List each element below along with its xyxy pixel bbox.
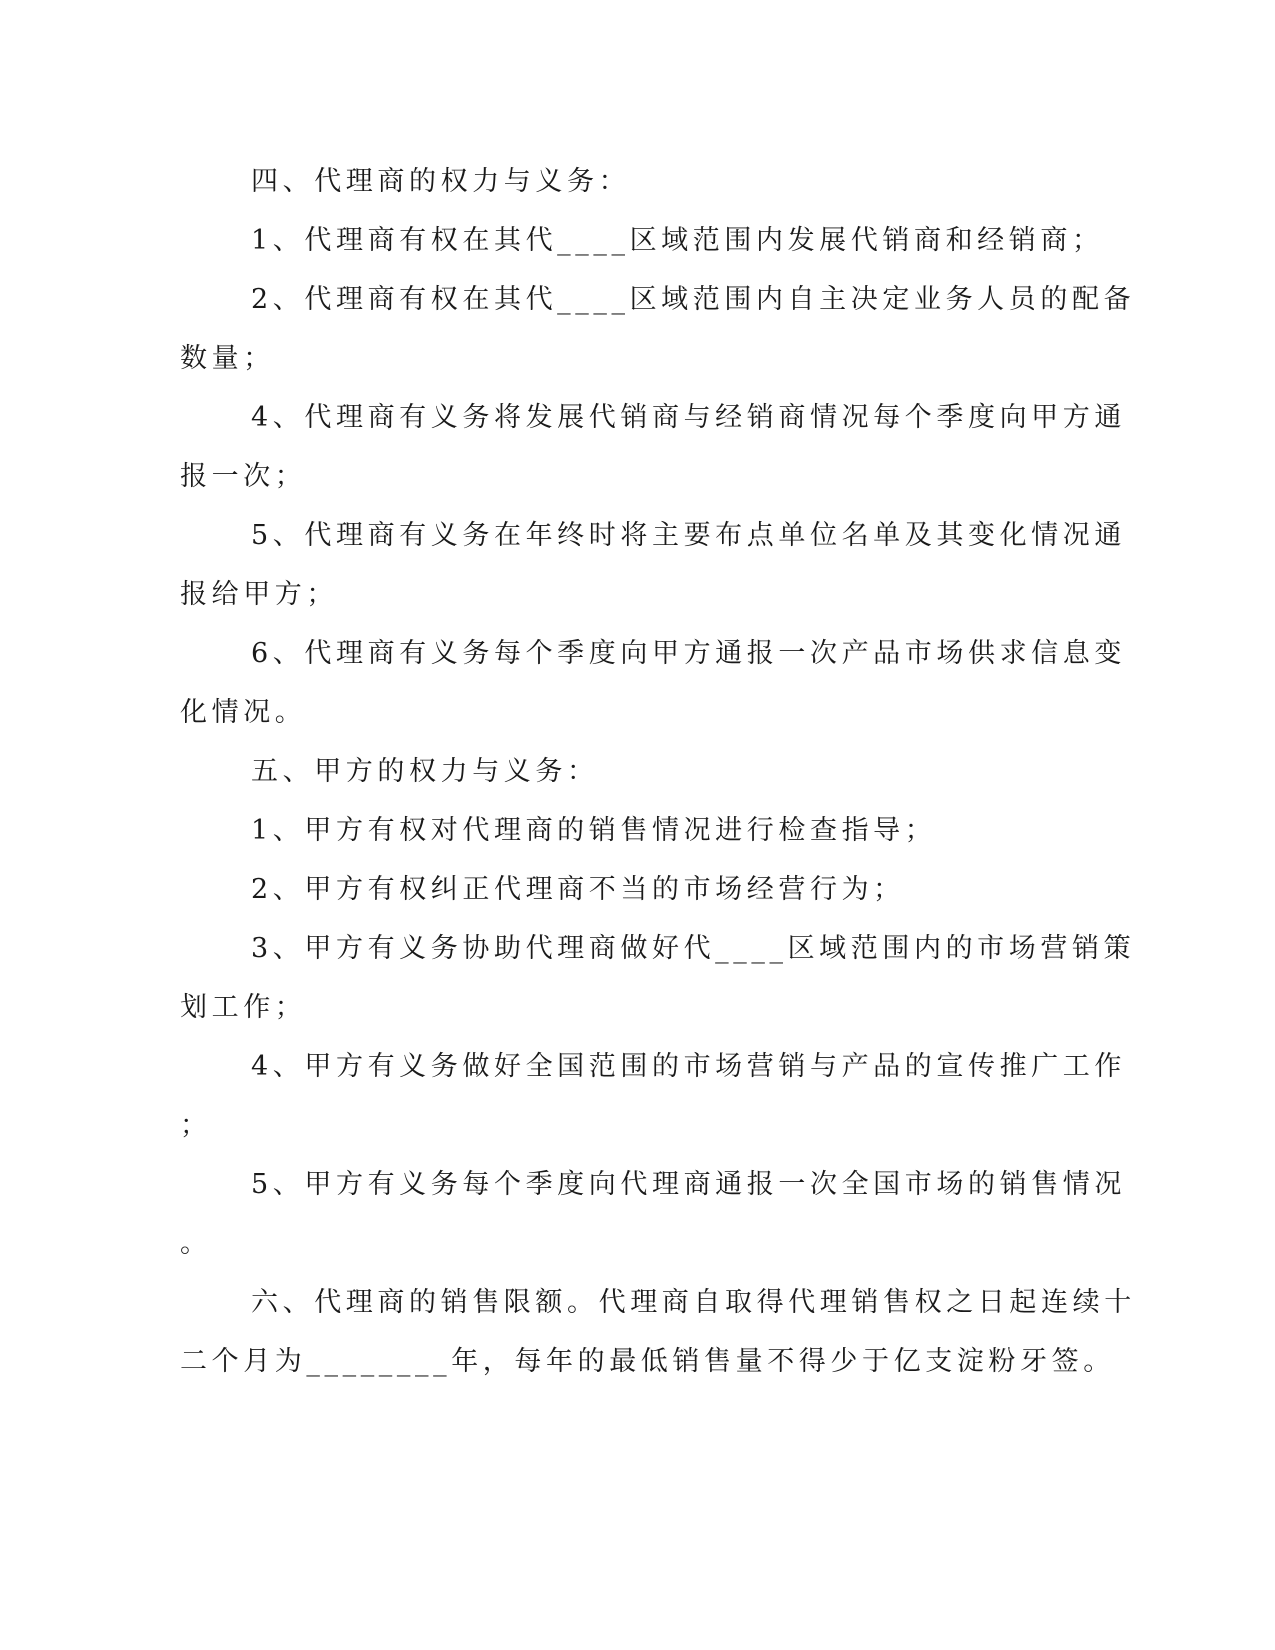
paragraph-line: 化情况。 xyxy=(180,697,307,728)
section-heading-5: 五、甲方的权力与义务： xyxy=(251,756,599,787)
paragraph-line: 1、甲方有权对代理商的销售情况进行检查指导； xyxy=(251,815,937,846)
paragraph-line: 2、代理商有权在其代____区域范围内自主决定业务人员的配备 xyxy=(251,284,1136,315)
paragraph-line: 4、甲方有义务做好全国范围的市场营销与产品的宣传推广工作 xyxy=(251,1051,1126,1082)
paragraph-line: ； xyxy=(180,1110,212,1141)
paragraph-line: 。 xyxy=(180,1228,212,1259)
paragraph-line: 3、甲方有义务协助代理商做好代____区域范围内的市场营销策 xyxy=(251,933,1136,964)
paragraph-line: 4、代理商有义务将发展代销商与经销商情况每个季度向甲方通 xyxy=(251,402,1126,433)
paragraph-line: 5、代理商有义务在年终时将主要布点单位名单及其变化情况通 xyxy=(251,520,1126,551)
paragraph-line: 报给甲方； xyxy=(180,579,338,610)
paragraph-line: 报一次； xyxy=(180,461,307,492)
paragraph-line: 1、代理商有权在其代____区域范围内发展代销商和经销商； xyxy=(251,225,1104,256)
paragraph-line: 6、代理商有义务每个季度向甲方通报一次产品市场供求信息变 xyxy=(251,638,1126,669)
paragraph-line: 划工作； xyxy=(180,992,307,1023)
section-heading-6: 六、代理商的销售限额。代理商自取得代理销售权之日起连续十 xyxy=(251,1287,1136,1318)
paragraph-line: 5、甲方有义务每个季度向代理商通报一次全国市场的销售情况 xyxy=(251,1169,1126,1200)
paragraph-line: 数量； xyxy=(180,343,275,374)
section-heading-4: 四、代理商的权力与义务： xyxy=(251,166,631,197)
paragraph-line: 2、甲方有权纠正代理商不当的市场经营行为； xyxy=(251,874,905,905)
paragraph-line: 二个月为________年，每年的最低销售量不得少于亿支淀粉牙签。 xyxy=(180,1346,1115,1377)
